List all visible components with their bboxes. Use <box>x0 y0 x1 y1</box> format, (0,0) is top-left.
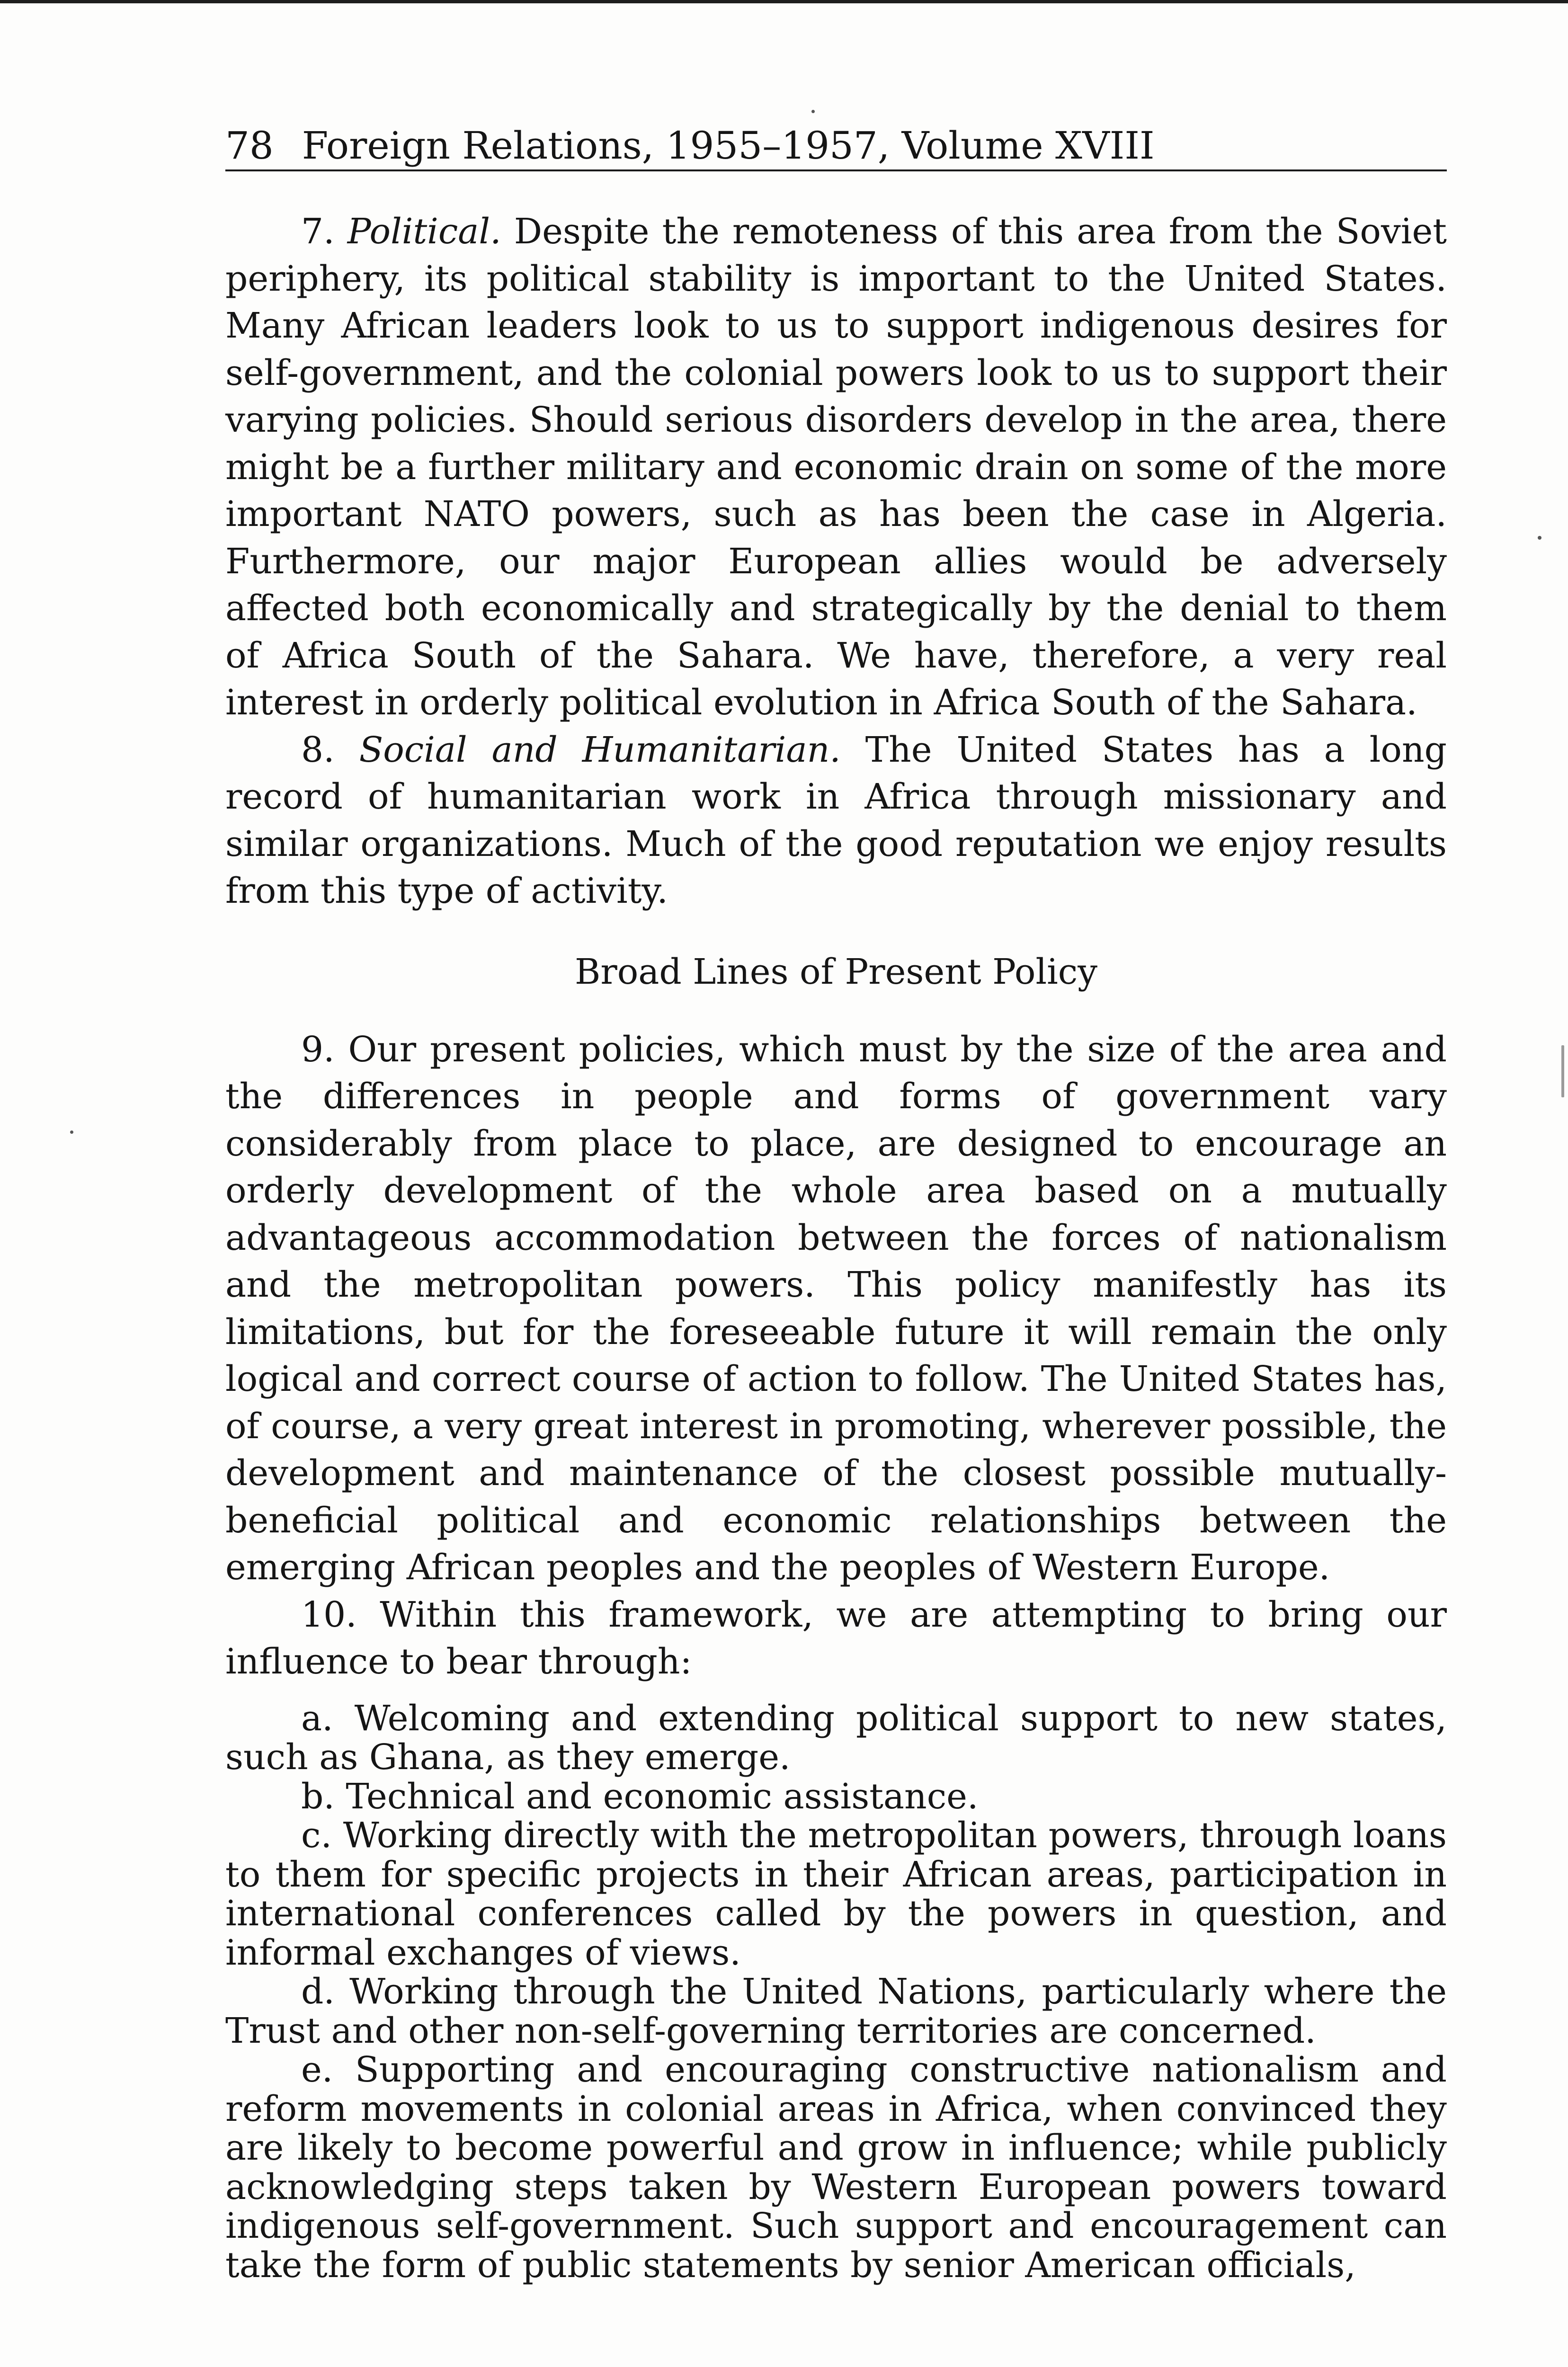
paragraph-7-number: 7. <box>301 211 347 252</box>
list-item-e: e. Supporting and encouraging constructive nationalism and reform movements in colonial areas in Africa, when convinced they are likely to become powerful and grow in influence; while publicly acknowledging steps taken by Western European powers toward indigenous self-government. Such support and encouragement can take the form of public statements by senior American officials, <box>225 2049 1447 2286</box>
list-item-b: b. Technical and economic assistance. <box>301 1776 979 1817</box>
paragraph-7-text: Despite the remoteness of this area from the Soviet periphery, its political stability is important to the United States. Many African leaders look to us to support indigenous desires for self-government, and the colonial powers look to us to support their varying policies. Should serious disorders develop in the area, there might be a further military and economic drain on some of the more important NATO powers, such as has been the case in Algeria. Furthermore, our major European allies would be adversely affected both economically and strategically by the denial to them of Africa South of the Sahara. We have, therefore, a very real interest in orderly political evolution in Africa South of the Sahara. <box>225 211 1447 723</box>
volume-title: Foreign Relations, 1955–1957, Volume XVIII <box>302 124 1155 168</box>
page-number: 78 <box>225 124 274 168</box>
paragraph-7 <box>225 208 1447 727</box>
paragraph-8 <box>225 727 1447 915</box>
scan-speck <box>1538 536 1541 540</box>
running-header <box>225 122 1447 171</box>
list-item-d: d. Working through the United Nations, particularly where the Trust and other non-self-governing territories are concerned. <box>225 1971 1447 2051</box>
paragraph-8-number: 8. <box>301 729 359 770</box>
paragraph-8-text: The United States has a long record of humanitarian work in Africa through missionary and similar organizations. Much of the good reputation we enjoy results from this type of activity. <box>225 729 1447 911</box>
scan-speck <box>70 1130 73 1134</box>
paragraph-8-topic: Social and Humanitarian. <box>359 729 841 770</box>
measures-list <box>225 1699 1447 2285</box>
section-heading: Broad Lines of Present Policy <box>574 951 1098 992</box>
scan-border <box>0 0 1568 3</box>
paragraph-7-topic: Political. <box>347 211 501 252</box>
page-body <box>225 208 1447 2285</box>
scan-speck <box>1561 1045 1564 1097</box>
list-item-c: c. Working directly with the metropolitan powers, through loans to them for specific projects in their African areas, participation in international conferences called by the powers in question, and informal exchanges of views. <box>225 1815 1447 1973</box>
paragraph-9: 9. Our present policies, which must by the size of the area and the differences in people and forms of government vary considerably from place to place, are designed to encourage an orderly development of the whole area based on a mutually advantageous accommodation between the forces of nationalism and the metropolitan powers. This policy manifestly has its limitations, but for the foreseeable future it will remain the only logical and correct course of action to follow. The United States has, of course, a very great interest in promoting, wherever possible, the development and maintenance of the closest possible mutually-beneficial political and economic relationships between the emerging African peoples and the peoples of Western Europe. <box>225 1029 1447 1588</box>
paragraph-10: 10. Within this framework, we are attempting to bring our influence to bear through: <box>225 1594 1447 1682</box>
scan-speck <box>811 110 815 113</box>
list-item-a: a. Welcoming and extending political support to new states, such as Ghana, as they emerge. <box>225 1698 1447 1778</box>
